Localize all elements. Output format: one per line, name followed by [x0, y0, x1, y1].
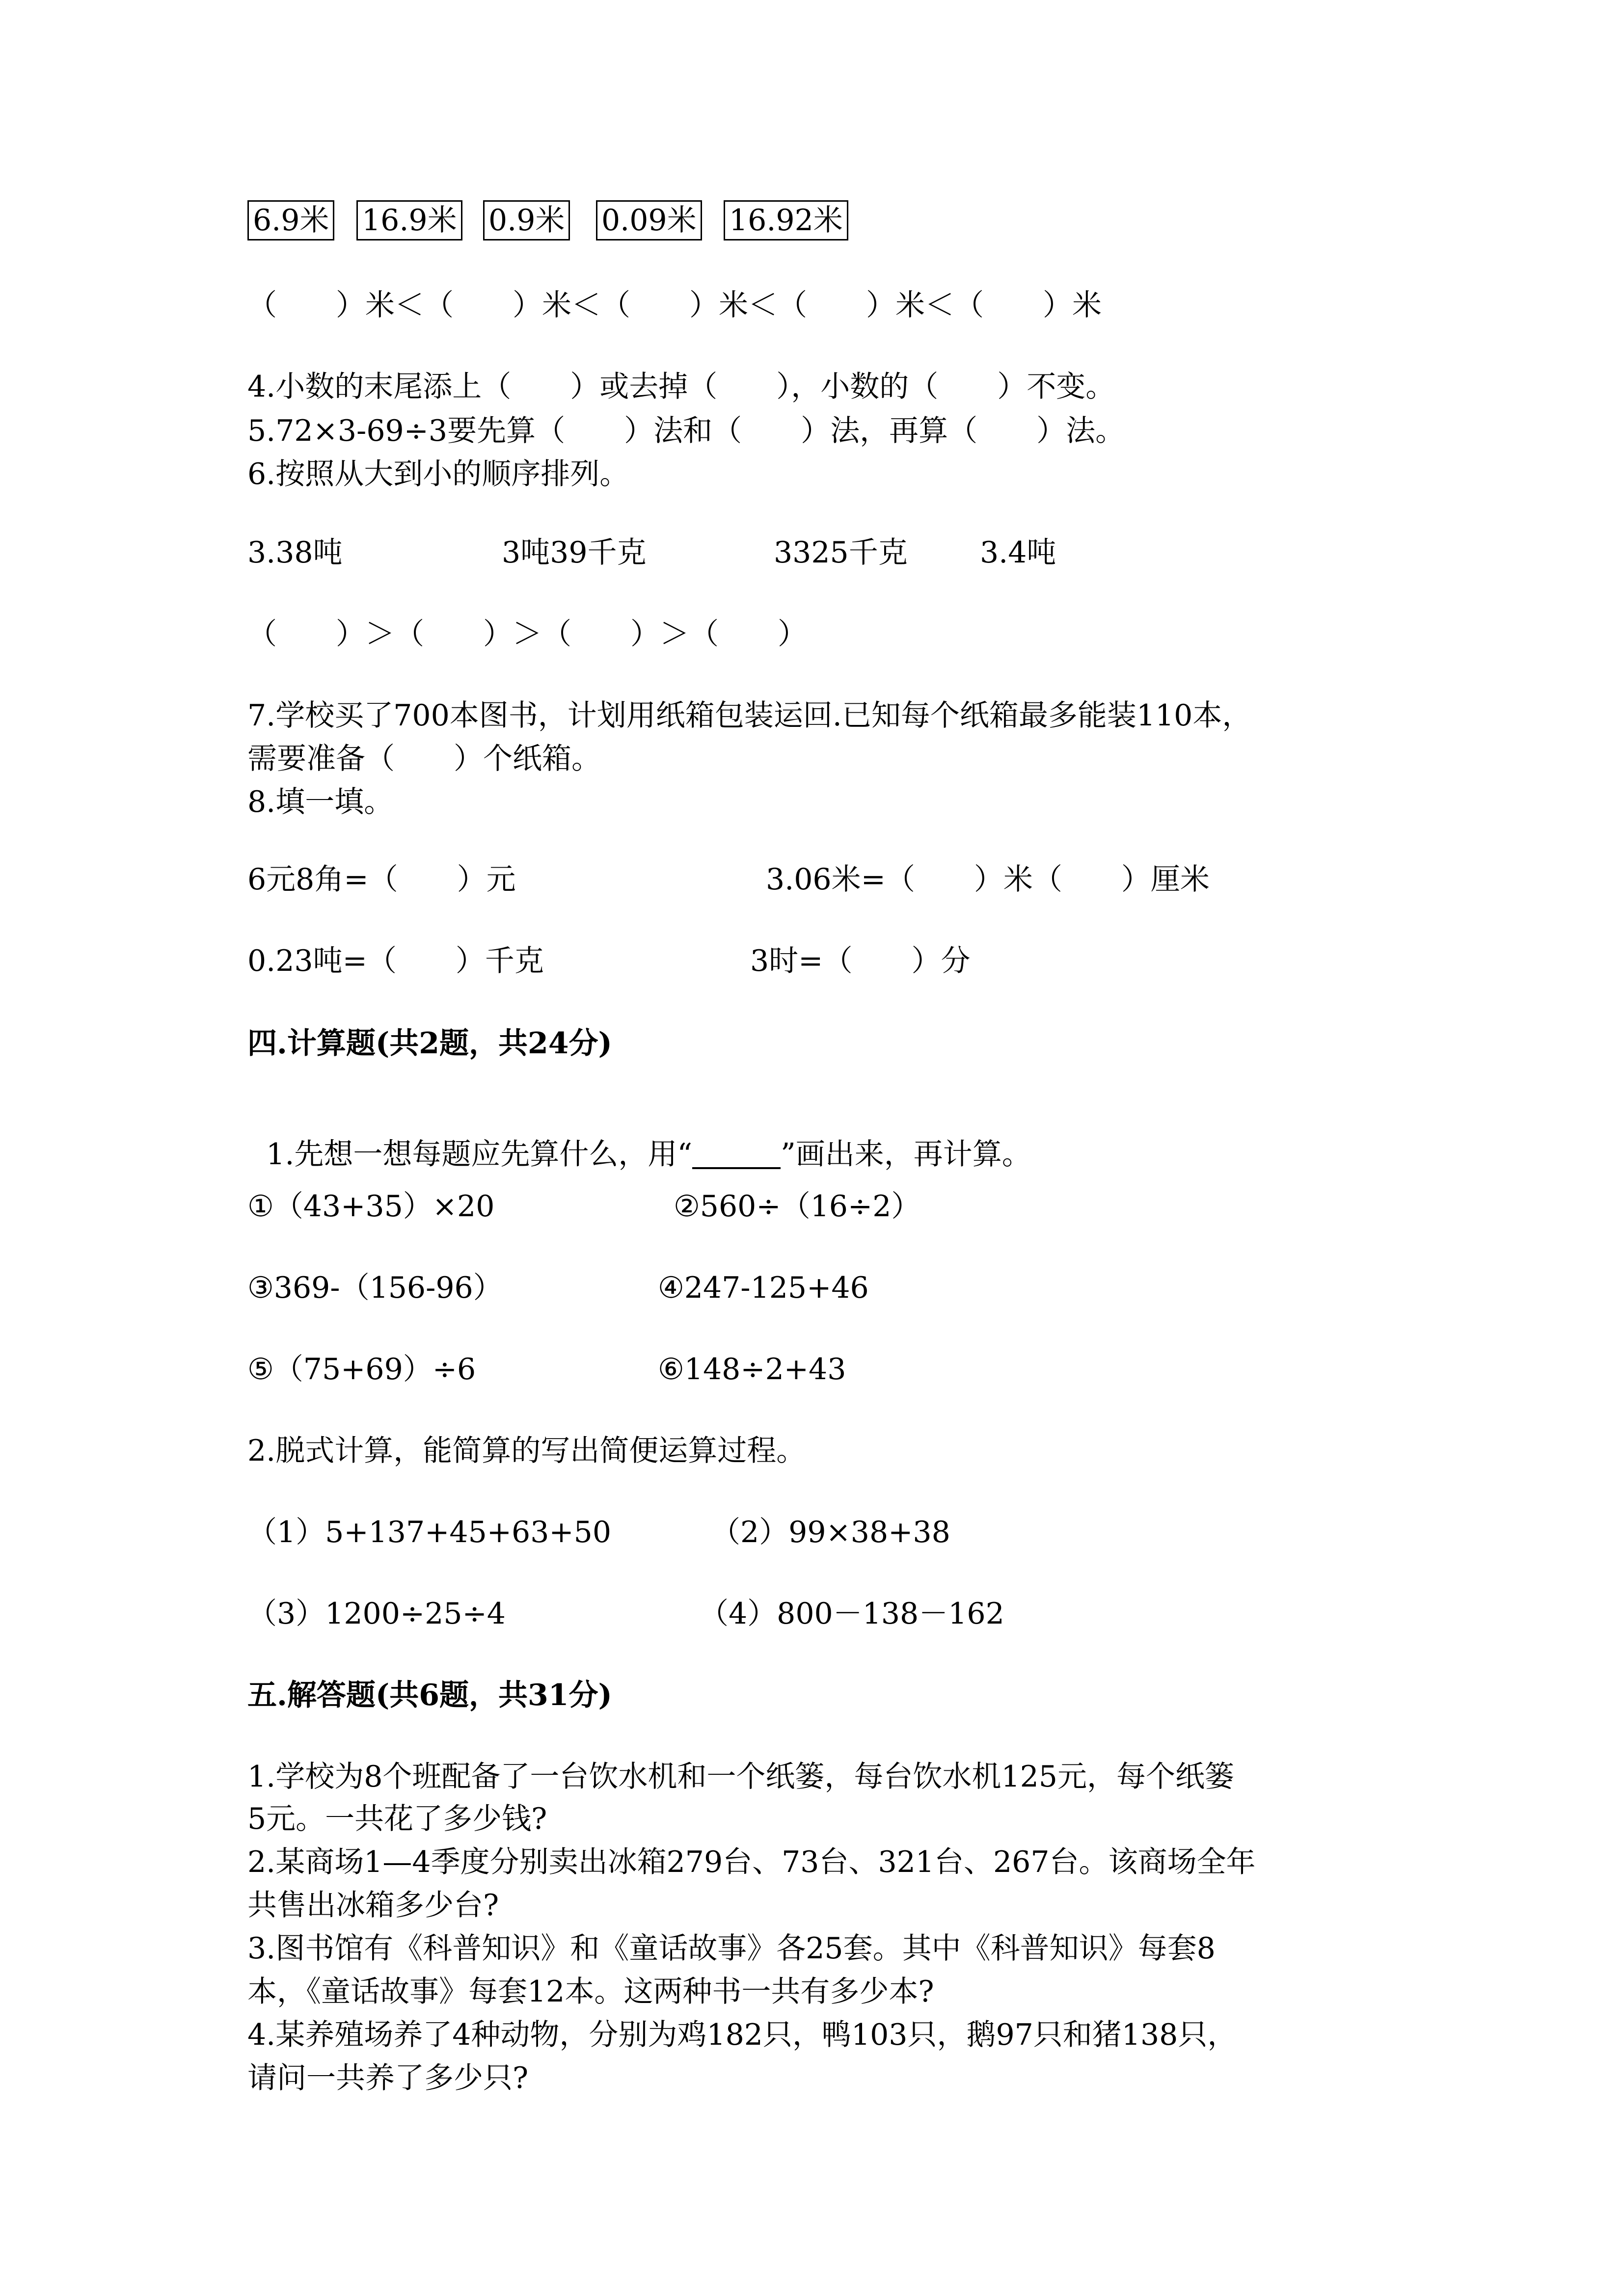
calc-item-6: ⑥148÷2+43 [658, 1352, 846, 1387]
question-7-line-2: 需要准备（ ）个纸箱。 [247, 742, 601, 776]
q6-item-1: 3.38吨 [247, 535, 343, 570]
q8-item-1: 6元8角=（ ）元 [247, 862, 516, 897]
calc-item-1: ①（43+35）×20 [247, 1189, 495, 1224]
stepwise-item-1: （1）5+137+45+63+50 [247, 1515, 612, 1549]
word-problem-4-line-2: 请问一共养了多少只? [247, 2061, 529, 2095]
q8-item-3: 0.23吨=（ ）千克 [247, 944, 544, 978]
stepwise-item-3: （3）1200÷25÷4 [247, 1597, 506, 1631]
q8-item-2: 3.06米=（ ）米（ ）厘米 [766, 862, 1210, 897]
calc-item-3: ③369-（156-96） [247, 1271, 503, 1305]
calc-item-5: ⑤（75+69）÷6 [247, 1352, 476, 1387]
q6-item-2: 3吨39千克 [502, 535, 647, 570]
length-box-4: 0.09米 [596, 200, 702, 240]
question-6: 6.按照从大到小的顺序排列。 [247, 457, 629, 491]
length-box-2: 16.9米 [356, 200, 462, 240]
q3-order-line: （ ）米＜（ ）米＜（ ）米＜（ ）米＜（ ）米 [247, 288, 1102, 322]
q1-text-before: 1.先想一想每题应先算什么，用“ [266, 1137, 693, 1172]
word-problem-3-line-1: 3.图书馆有《科普知识》和《童话故事》各25套。其中《科普知识》每套8 [247, 1931, 1216, 1966]
word-problem-4-line-1: 4.某养殖场养了4种动物，分别为鸡182只，鸭103只，鹅97只和猪138只， [247, 2018, 1237, 2052]
word-problem-2-line-2: 共售出冰箱多少台? [247, 1888, 499, 1922]
word-problem-3-line-2: 本，《童话故事》每套12本。这两种书一共有多少本? [247, 1975, 934, 2009]
section-5-title: 五.解答题(共6题，共31分) [247, 1678, 612, 1712]
q6-item-4: 3.4吨 [980, 535, 1056, 570]
word-problem-2-line-1: 2.某商场1—4季度分别卖出冰箱279台、73台、321台、267台。该商场全年 [247, 1845, 1256, 1879]
length-box-1: 6.9米 [247, 200, 334, 240]
underline-blank [692, 1142, 781, 1169]
question-4: 4.小数的末尾添上（ ）或去掉（ ），小数的（ ）不变。 [247, 370, 1115, 404]
q6-item-3: 3325千克 [774, 535, 908, 570]
word-problem-1-line-2: 5元。一共花了多少钱? [247, 1802, 547, 1836]
calc-item-2: ②560÷（16÷2） [674, 1189, 921, 1224]
q1-text-after: ”画出来，再计算。 [781, 1137, 1031, 1172]
section-4-question-1 [247, 1110, 1031, 1172]
question-7-line-1: 7.学校买了700本图书，计划用纸箱包装运回.已知每个纸箱最多能装110本， [247, 698, 1252, 733]
calc-item-4: ④247-125+46 [658, 1271, 869, 1305]
q8-item-4: 3时=（ ）分 [750, 944, 971, 978]
section-4-question-2: 2.脱式计算，能简算的写出简便运算过程。 [247, 1434, 806, 1468]
stepwise-item-4: （4）800－138－162 [699, 1597, 1004, 1631]
question-8: 8.填一填。 [247, 785, 394, 819]
question-5: 5.72×3-69÷3要先算（ ）法和（ ）法，再算（ ）法。 [247, 414, 1125, 448]
word-problem-1-line-1: 1.学校为8个班配备了一台饮水机和一个纸篓，每台饮水机125元，每个纸篓 [247, 1760, 1234, 1794]
length-box-3: 0.9米 [483, 200, 570, 240]
stepwise-item-2: （2）99×38+38 [711, 1515, 950, 1549]
length-box-5: 16.92米 [724, 200, 848, 240]
section-4-title: 四.计算题(共2题，共24分) [247, 1026, 612, 1061]
q6-order-line: （ ）＞（ ）＞（ ）＞（ ） [247, 617, 807, 651]
